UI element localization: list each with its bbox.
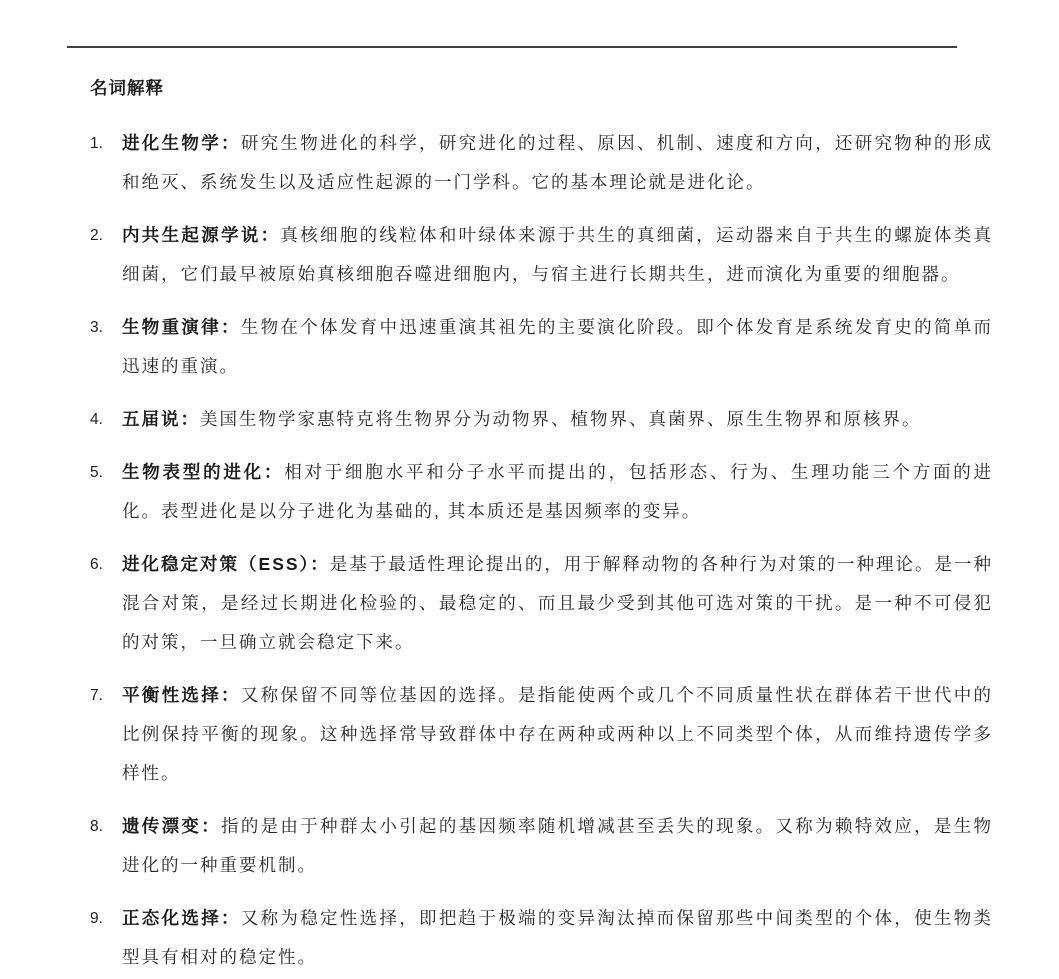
- term-item: [90, 216, 993, 294]
- term-definition: 指的是由于种群太小引起的基因频率随机增减甚至丢失的现象。又称为赖特效应，是生物进化的一种重要机制。: [122, 816, 994, 875]
- term-name: 平衡性选择：: [122, 685, 241, 705]
- term-item: [90, 124, 993, 202]
- item-number: 1.: [90, 135, 103, 152]
- document-content: [90, 69, 993, 979]
- term-item: [90, 807, 993, 885]
- header-rule-line: [67, 46, 957, 48]
- item-text: [122, 124, 993, 202]
- item-text: [122, 400, 993, 439]
- item-number: 5.: [90, 464, 103, 481]
- term-definition: 又称保留不同等位基因的选择。是指能使两个或几个不同质量性状在群体若干世代中的比例保持平衡的现象。这种选择常导致群体中存在两种或两种以上不同类型个体，从而维持遗传学多样性。: [122, 685, 994, 783]
- term-name: 正态化选择：: [122, 908, 241, 928]
- term-name: 内共生起源学说：: [122, 225, 281, 245]
- term-item: [90, 453, 993, 531]
- terms-list: [90, 124, 993, 977]
- section-heading: 名词解释: [90, 78, 164, 98]
- item-text: [122, 453, 993, 531]
- item-text: [122, 216, 993, 294]
- item-text: [122, 807, 993, 885]
- term-definition: 真核细胞的线粒体和叶绿体来源于共生的真细菌，运动器来自于共生的螺旋体类真细菌，它们最早被原始真核细胞吞噬进细胞内，与宿主进行长期共生，进而演化为重要的细胞器。: [122, 225, 994, 284]
- term-definition: 美国生物学家惠特克将生物界分为动物界、植物界、真菌界、原生生物界和原核界。: [200, 409, 922, 429]
- item-text: [122, 899, 993, 977]
- item-number: 6.: [90, 556, 103, 573]
- term-name: 进化稳定对策（ESS）：: [122, 554, 330, 574]
- item-text: [122, 545, 993, 662]
- item-number: 9.: [90, 910, 103, 927]
- item-number: 4.: [90, 411, 103, 428]
- term-item: [90, 308, 993, 386]
- term-name: 遗传漂变：: [122, 816, 222, 836]
- term-name: 五届说：: [122, 409, 200, 429]
- term-definition: 研究生物进化的科学，研究进化的过程、原因、机制、速度和方向，还研究物种的形成和绝灭、系统发生以及适应性起源的一门学科。它的基本理论就是进化论。: [122, 133, 994, 192]
- term-definition: 生物在个体发育中迅速重演其祖先的主要演化阶段。即个体发育是系统发育史的简单而迅速的重演。: [122, 317, 994, 376]
- term-item: [90, 545, 993, 662]
- item-number: 2.: [90, 227, 103, 244]
- item-text: [122, 308, 993, 386]
- term-definition: 又称为稳定性选择，即把趋于极端的变异淘汰掉而保留那些中间类型的个体，使生物类型具有相对的稳定性。: [122, 908, 994, 967]
- term-name: 生物重演律：: [122, 317, 241, 337]
- item-number: 8.: [90, 818, 103, 835]
- term-item: [90, 400, 993, 439]
- term-definition: 是基于最适性理论提出的，用于解释动物的各种行为对策的一种理论。是一种混合对策，是经过长期进化检验的、最稳定的、而且最少受到其他可选对策的干扰。是一种不可侵犯的对策，一旦确立就会稳定下来。: [122, 554, 993, 652]
- item-number: 3.: [90, 319, 103, 336]
- item-number: 7.: [90, 687, 103, 704]
- term-name: 生物表型的进化：: [122, 462, 285, 482]
- term-definition: 相对于细胞水平和分子水平而提出的，包括形态、行为、生理功能三个方面的进化。表型进化是以分子进化为基础的, 其本质还是基因频率的变异。: [122, 462, 994, 521]
- term-item: [90, 676, 993, 793]
- term-item: [90, 899, 993, 977]
- item-text: [122, 676, 993, 793]
- term-name: 进化生物学：: [122, 133, 241, 153]
